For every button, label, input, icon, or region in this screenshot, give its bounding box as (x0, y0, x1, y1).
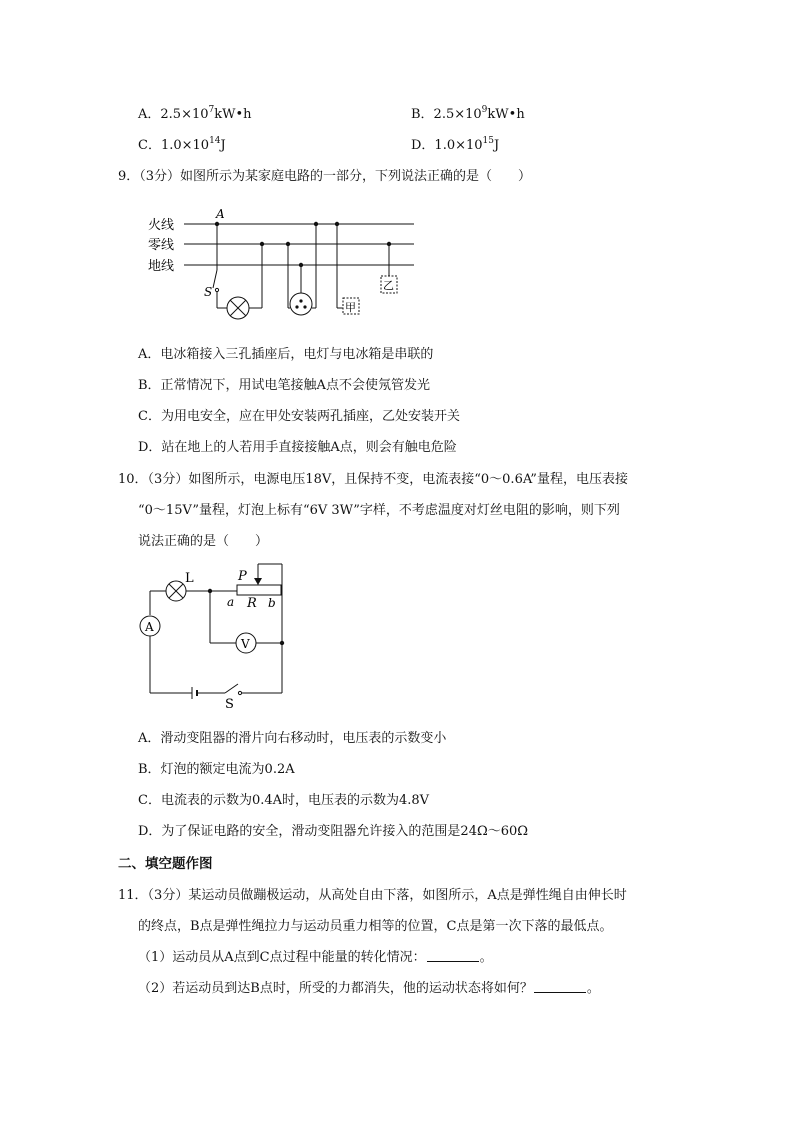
label-point-a: A (216, 207, 225, 221)
label-switch-s: S (225, 697, 234, 710)
label-resistor-r: R (247, 596, 257, 611)
label-end-b: b (268, 596, 276, 610)
label-neutral: 零线 (148, 238, 175, 253)
q9-option-b: B．正常情况下，用试电笔接触A点不会使氖管发光 (138, 378, 430, 393)
q9-option-d: D．站在地上的人若用手直接接触A点，则会有触电危险 (138, 440, 457, 455)
label-switch-s: S (204, 285, 213, 299)
q11-stem-line1: 11．（3分）某运动员做蹦极运动，从高处自由下落，如图所示，A点是弹性绳自由伸长时 (118, 888, 627, 903)
label-slider-p: P (238, 569, 247, 584)
q10-option-a: A．滑动变阻器的滑片向右移动时，电压表的示数变小 (138, 731, 447, 746)
q9-stem: 9．（3分）如图所示为某家庭电路的一部分，下列说法正确的是（ ） (118, 169, 532, 184)
q8-option-c: C．$1.0\times 10^{14}J$ (138, 136, 226, 153)
q10-stem-line3: 说法正确的是（ ） (138, 534, 269, 549)
label-yi: 乙 (383, 279, 394, 292)
q11-sub1: （1）运动员从A点到C点过程中能量的转化情况： 。 (138, 950, 493, 965)
label-live: 火线 (148, 218, 175, 233)
q10-stem-line2: “0～15V”量程，灯泡上标有“6V 3W”字样，不考虑温度对灯丝电阻的影响，则下列 (138, 503, 620, 518)
q9-household-circuit-figure (140, 200, 430, 330)
q11-stem-line2: 的终点，B点是弹性绳拉力与运动员重力相等的位置，C点是第一次下落的最低点。 (138, 919, 613, 934)
q8-option-d: D．$1.0\times 10^{15}J$ (411, 136, 500, 153)
q9-option-c: C．为用电安全，应在甲处安装两孔插座，乙处安装开关 (138, 409, 460, 424)
label-lamp: L (185, 571, 194, 586)
q11-sub2: （2）若运动员到达B点时，所受的力都消失，他的运动状态将如何？ 。 (138, 981, 600, 996)
label-end-a: a (227, 595, 235, 609)
answer-blank-2[interactable] (534, 981, 586, 993)
ammeter-label: A (145, 620, 154, 634)
q8-option-b: B．$2.5\times 10^9kW•h$ (411, 105, 525, 122)
label-jia: 甲 (345, 301, 356, 314)
label-ground: 地线 (148, 259, 175, 274)
section-title: 二、填空题作图 (118, 856, 213, 872)
q8-option-a: A．$2.5\times 10^7kW•h$ (138, 105, 252, 122)
q10-option-b: B．灯泡的额定电流为0.2A (138, 762, 295, 777)
voltmeter-label: V (241, 637, 250, 651)
q10-stem-line1: 10．（3分）如图所示，电源电压18V，且保持不变，电流表接“0～0.6A”量程，电压表接 (118, 472, 628, 487)
q10-circuit-figure (135, 560, 295, 710)
q10-option-d: D．为了保证电路的安全，滑动变阻器允许接入的范围是24Ω～60Ω (138, 824, 529, 839)
q10-option-c: C．电流表的示数为0.4A时，电压表的示数为4.8V (138, 793, 430, 808)
answer-blank-1[interactable] (427, 950, 479, 962)
q9-option-a: A．电冰箱接入三孔插座后，电灯与电冰箱是串联的 (138, 347, 434, 362)
